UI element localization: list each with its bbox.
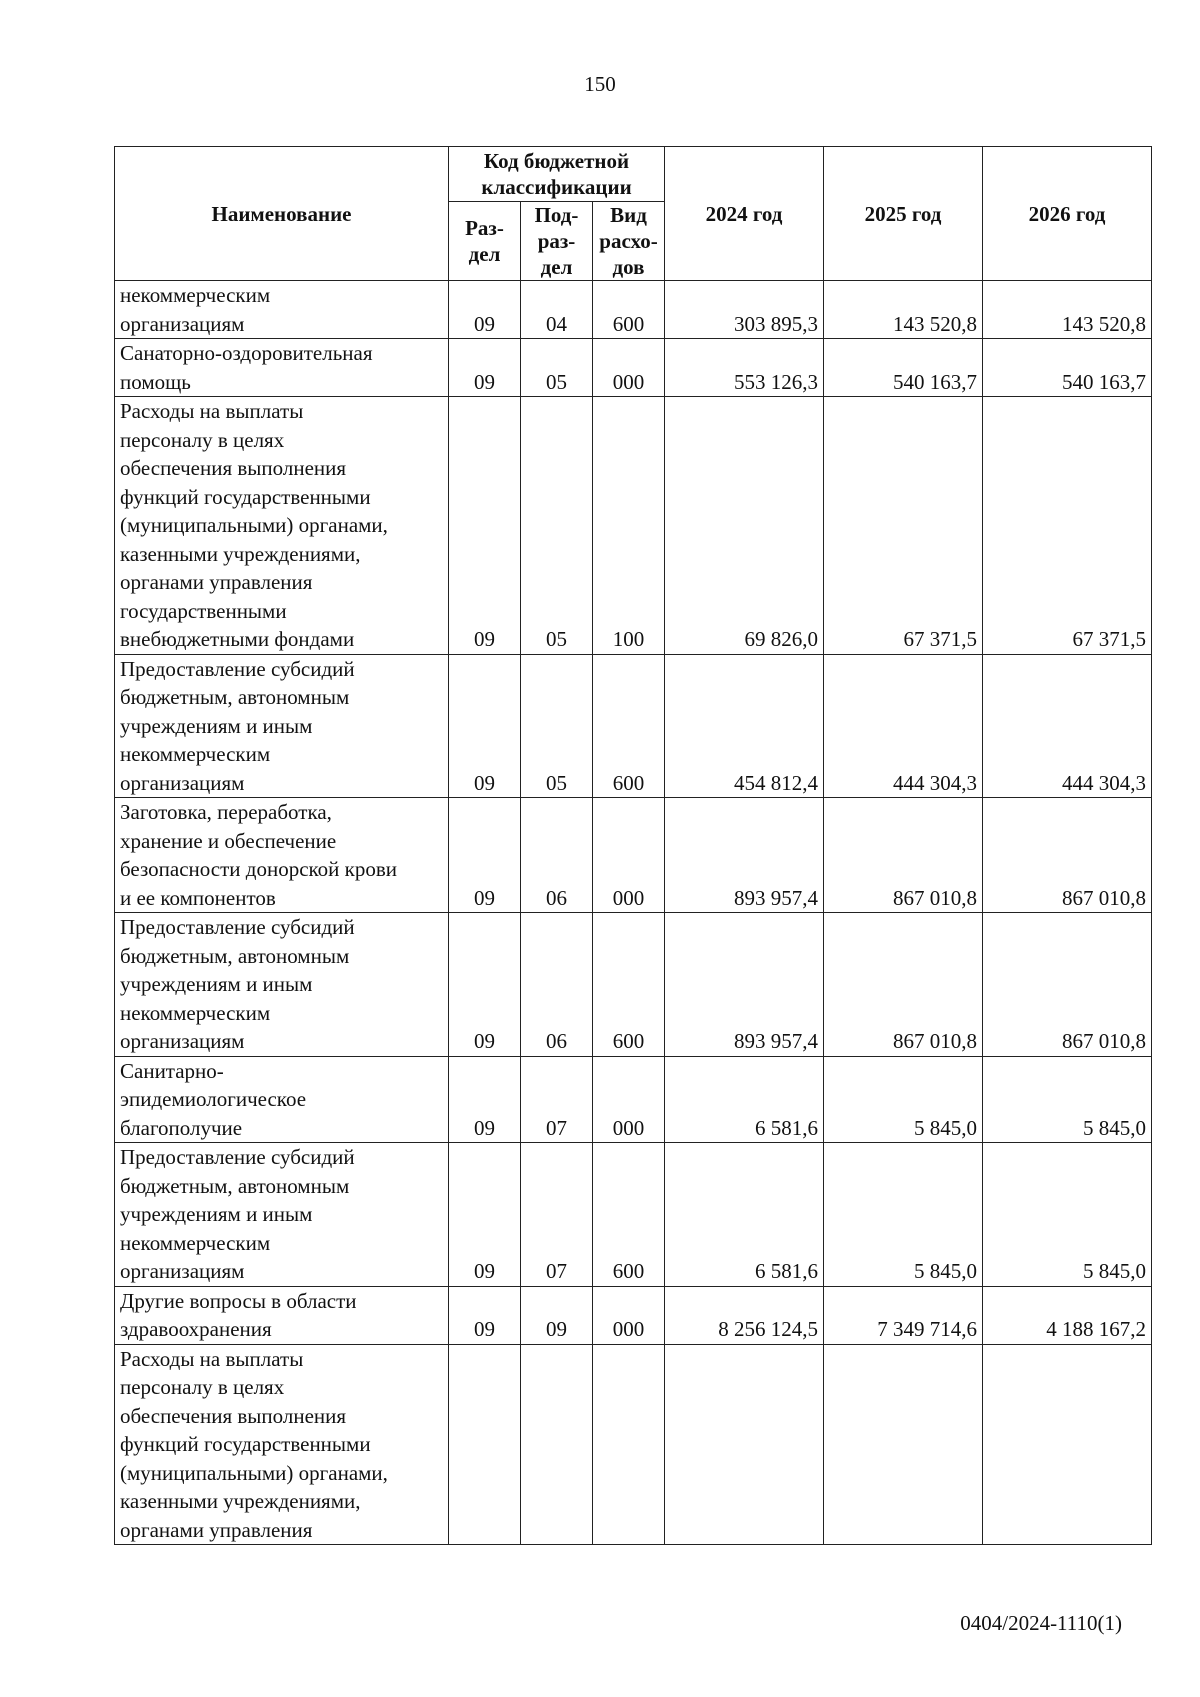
table-row [115, 281, 1152, 339]
cell-2026: 143 520,8 [983, 281, 1152, 339]
cell-2026: 444 304,3 [983, 654, 1152, 798]
cell-2025: 540 163,7 [824, 339, 983, 397]
cell-2024 [665, 1344, 824, 1545]
cell-2026: 5 845,0 [983, 1143, 1152, 1287]
cell-vid: 600 [593, 1143, 665, 1287]
cell-2024: 6 581,6 [665, 1056, 824, 1143]
cell-vid: 100 [593, 397, 665, 655]
header-razdel: Раз- дел [449, 202, 521, 281]
cell-vid: 000 [593, 339, 665, 397]
cell-name: Предоставление субсидий бюджетным, автономным учреждениям и иным некоммерческим организациям [115, 654, 449, 798]
header-2025: 2025 год [824, 147, 983, 281]
cell-name: Расходы на выплаты персоналу в целях обеспечения выполнения функций государственными (муниципальными) органами, казенными учреждениями, органами управления [115, 1344, 449, 1545]
cell-2026: 540 163,7 [983, 339, 1152, 397]
cell-razdel: 09 [449, 1143, 521, 1287]
table-row [115, 1143, 1152, 1287]
cell-vid: 000 [593, 1286, 665, 1344]
cell-podrazdel: 05 [521, 397, 593, 655]
cell-2026: 867 010,8 [983, 798, 1152, 913]
cell-podrazdel: 05 [521, 339, 593, 397]
cell-2026: 867 010,8 [983, 913, 1152, 1057]
cell-2024: 8 256 124,5 [665, 1286, 824, 1344]
cell-2024: 6 581,6 [665, 1143, 824, 1287]
cell-2025 [824, 1344, 983, 1545]
page-number: 150 [584, 72, 616, 96]
cell-name: Предоставление субсидий бюджетным, автономным учреждениям и иным некоммерческим организациям [115, 1143, 449, 1287]
cell-2024: 454 812,4 [665, 654, 824, 798]
cell-name: Другие вопросы в области здравоохранения [115, 1286, 449, 1344]
cell-vid: 600 [593, 281, 665, 339]
cell-2025: 67 371,5 [824, 397, 983, 655]
table-row [115, 1286, 1152, 1344]
cell-2024: 303 895,3 [665, 281, 824, 339]
cell-name: Предоставление субсидий бюджетным, автономным учреждениям и иным некоммерческим организациям [115, 913, 449, 1057]
cell-podrazdel: 05 [521, 654, 593, 798]
cell-razdel: 09 [449, 281, 521, 339]
table-row [115, 913, 1152, 1057]
cell-razdel: 09 [449, 798, 521, 913]
table-row [115, 397, 1152, 655]
document-number: 0404/2024-1110(1) [960, 1611, 1122, 1635]
cell-2025: 5 845,0 [824, 1143, 983, 1287]
table-row [115, 339, 1152, 397]
cell-razdel: 09 [449, 1056, 521, 1143]
header-2024: 2024 год [665, 147, 824, 281]
cell-2024: 553 126,3 [665, 339, 824, 397]
budget-table [114, 146, 1152, 1545]
header-code-group: Код бюджетной классификации [449, 147, 665, 202]
table-body [115, 281, 1152, 1545]
table-row [115, 1344, 1152, 1545]
header-vid: Вид расхо- дов [593, 202, 665, 281]
cell-podrazdel: 04 [521, 281, 593, 339]
cell-2026 [983, 1344, 1152, 1545]
cell-razdel: 09 [449, 339, 521, 397]
header-2026: 2026 год [983, 147, 1152, 281]
table-row [115, 654, 1152, 798]
cell-2024: 69 826,0 [665, 397, 824, 655]
cell-2025: 444 304,3 [824, 654, 983, 798]
cell-2025: 867 010,8 [824, 913, 983, 1057]
header-podrazdel: Под- раз- дел [521, 202, 593, 281]
table-row [115, 1056, 1152, 1143]
cell-2026: 4 188 167,2 [983, 1286, 1152, 1344]
cell-2024: 893 957,4 [665, 798, 824, 913]
cell-vid: 000 [593, 798, 665, 913]
cell-podrazdel: 09 [521, 1286, 593, 1344]
cell-name: Расходы на выплаты персоналу в целях обеспечения выполнения функций государственными (муниципальными) органами, казенными учреждениями, органами управления государственными внебюджетными фондами [115, 397, 449, 655]
cell-name: Санаторно-оздоровительная помощь [115, 339, 449, 397]
cell-vid [593, 1344, 665, 1545]
cell-vid: 000 [593, 1056, 665, 1143]
cell-name: Санитарно- эпидемиологическое благополучие [115, 1056, 449, 1143]
cell-name: Заготовка, переработка, хранение и обеспечение безопасности донорской крови и ее компонентов [115, 798, 449, 913]
cell-2025: 7 349 714,6 [824, 1286, 983, 1344]
cell-podrazdel: 07 [521, 1143, 593, 1287]
cell-2026: 67 371,5 [983, 397, 1152, 655]
cell-vid: 600 [593, 654, 665, 798]
table-header [115, 147, 1152, 281]
cell-razdel: 09 [449, 397, 521, 655]
cell-podrazdel: 07 [521, 1056, 593, 1143]
table-row [115, 798, 1152, 913]
cell-podrazdel: 06 [521, 913, 593, 1057]
cell-name: некоммерческим организациям [115, 281, 449, 339]
cell-razdel: 09 [449, 1286, 521, 1344]
cell-2025: 867 010,8 [824, 798, 983, 913]
cell-razdel: 09 [449, 913, 521, 1057]
cell-razdel [449, 1344, 521, 1545]
cell-razdel: 09 [449, 654, 521, 798]
cell-2026: 5 845,0 [983, 1056, 1152, 1143]
header-name: Наименование [115, 147, 449, 281]
cell-2025: 5 845,0 [824, 1056, 983, 1143]
cell-vid: 600 [593, 913, 665, 1057]
cell-podrazdel [521, 1344, 593, 1545]
cell-podrazdel: 06 [521, 798, 593, 913]
cell-2025: 143 520,8 [824, 281, 983, 339]
cell-2024: 893 957,4 [665, 913, 824, 1057]
